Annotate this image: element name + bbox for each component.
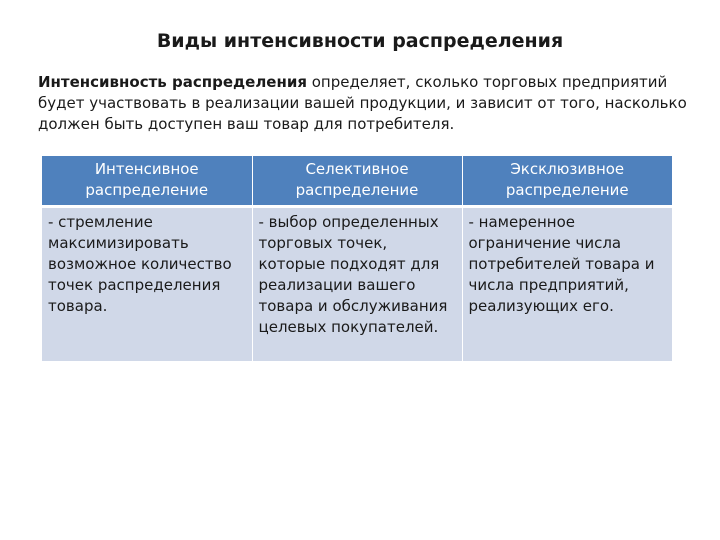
intro-lead-term: Интенсивность распределения: [38, 73, 307, 91]
intro-text: определяет, сколько торговых предприятий будет участвовать в реализации вашей продукции, и зависит от того, насколько должен быть доступен ваш товар для потребителя.: [38, 73, 687, 133]
table-row: [42, 206, 672, 361]
table-header-row: [42, 156, 672, 206]
cell-intensive-description: - стремление максимизировать возможное количество точек распределения товара.: [42, 206, 252, 361]
header-selective: Селективное распределение: [252, 156, 462, 206]
cell-selective-description: - выбор определенных торговых точек, которые подходят для реализации вашего товара и обслуживания целевых покупателей.: [252, 206, 462, 361]
slide-title: Виды интенсивности распределения: [156, 30, 564, 52]
cell-exclusive-description: - намеренное ограничение числа потребителей товара и числа предприятий, реализующих его.: [462, 206, 672, 361]
header-intensive: Интенсивное распределение: [42, 156, 252, 206]
intro-paragraph: [38, 72, 698, 135]
distribution-types-table: [42, 156, 672, 361]
header-exclusive: Эксклюзивное распределение: [462, 156, 672, 206]
